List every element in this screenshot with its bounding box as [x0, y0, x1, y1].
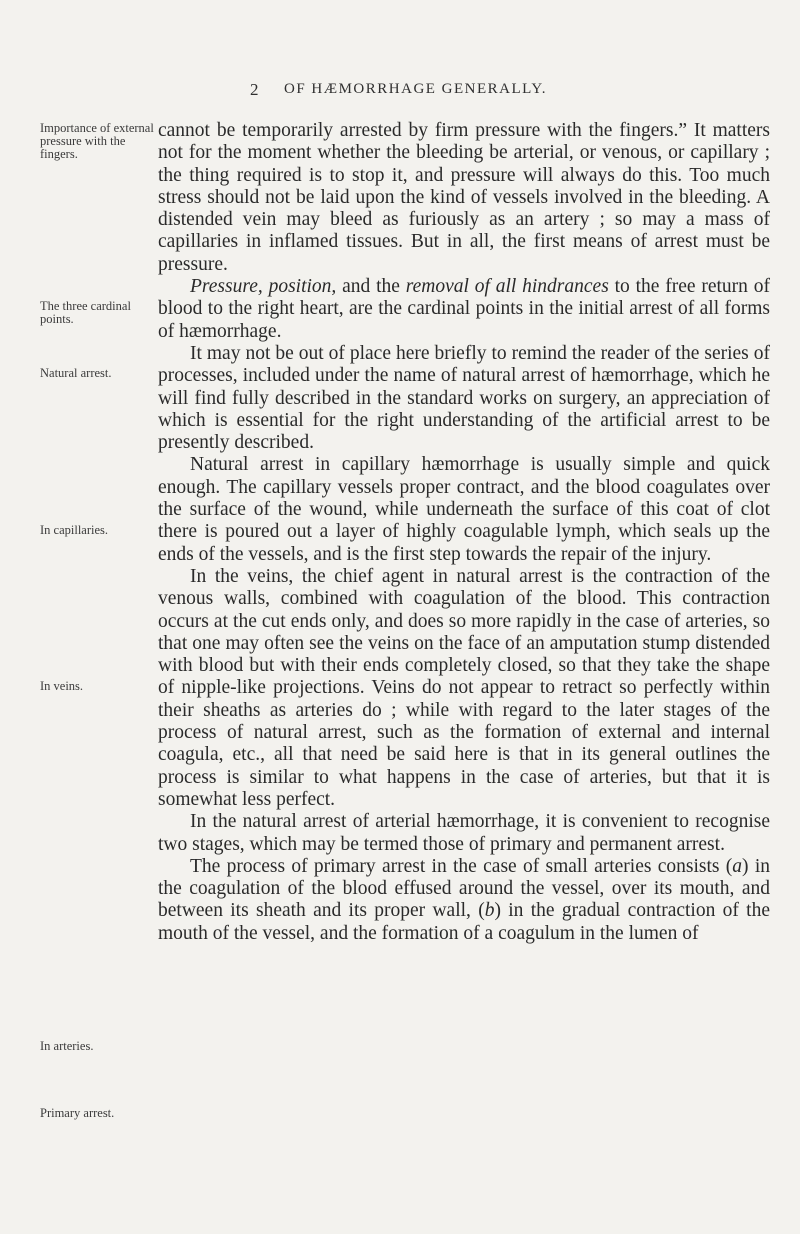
text-run: The process of primary arrest in the case of small arteries consists ( — [190, 855, 733, 877]
text-run: to the free return of blood to the right heart, are the cardinal points in the initial arrest of all forms of hæmorrhage. — [158, 276, 770, 342]
text-run: ) in the gradual contraction of the mouth of the vessel, and the formation of a coagulum in the lumen of — [158, 900, 770, 944]
margin-note-veins: In veins. — [40, 679, 84, 693]
paragraph-capillaries: Natural arrest in capillary hæmorrhage is usually simple and quick enough. The capillary vessels proper contract, and the blood coagulates over the surface of the wound, while underneath the surface of this coat of clot there is poured out a layer of highly coagulable lymph, which seals up the ends of the vessels, and is the first step towards the repair of the injury. — [158, 454, 770, 565]
emphasis-removal-hindrances: removal of all hindrances — [405, 276, 609, 298]
text-run: ) in the coagulation of the blood effused around the vessel, over its mouth, and between its sheath and its proper wall, ( — [158, 855, 771, 922]
margin-note-natural-arrest: Natural arrest. — [40, 366, 112, 380]
margin-note-capillaries: In capillaries. — [40, 523, 109, 537]
margin-note-arteries: In arteries. — [40, 1039, 94, 1053]
emphasis-pressure-position: Pressure, position, — [190, 276, 337, 298]
margin-note-cardinal-points: The three cardinal points. — [40, 299, 131, 326]
paragraph-cardinal-points — [158, 276, 770, 343]
page-number: 2 — [250, 80, 259, 99]
paragraph-primary-arrest — [158, 856, 770, 945]
emphasis-letter-b: b — [484, 900, 495, 922]
paragraph-natural-arrest: It may not be out of place here briefly to remind the reader of the series of processes, included under the name of natural arrest of hæmorrhage, which he will find fully described in the standard works on surgery, an appreciation of which is essential for the right understanding of the artificial arrest to be presently described. — [158, 342, 770, 454]
emphasis-letter-a: a — [732, 855, 743, 877]
margin-notes — [0, 0, 154, 1234]
paragraph-arteries: In the natural arrest of arterial hæmorrhage, it is convenient to recognise two stages, which may be termed those of primary and permanent arrest. — [158, 811, 770, 855]
running-title: OF HÆMORRHAGE GENERALLY. — [284, 81, 547, 97]
paragraph-veins: In the veins, the chief agent in natural arrest is the contraction of the venous walls, combined with coagulation of the blood. This contraction occurs at the cut ends only, and does so more rapidly in the case of arteries, so that one may often see the veins on the face of an amputation stump distended with blood but with their ends completely closed, so that they take the shape of nipple-like projections. Veins do not appear to retract so perfectly within their sheaths as arteries do ; while with regard to the later stages of the process of natural arrest, such as the formation of external and internal coagula, etc., all that need be said here is that in its general outlines the process is similar to what happens in the case of arteries, but that it is somewhat less perfect. — [158, 565, 770, 810]
text-run: and the — [336, 276, 406, 298]
paragraph-pressure-intro: cannot be temporarily arrested by firm pressure with the fingers.” It matters not for the moment whether the bleeding be arterial, or venous, or capillary ; the thing required is to stop it, and pressure will always do this. Too much stress should not be laid upon the kind of vessels involved in the bleeding. A distended vein may bleed as furiously as an artery ; so may a mass of capillaries in inflamed tissues. But in all, the first means of arrest must be pressure. — [158, 120, 770, 275]
margin-note-importance: Importance of external pressure with the fingers. — [40, 121, 154, 161]
margin-note-primary-arrest: Primary arrest. — [40, 1106, 115, 1120]
body-text — [158, 120, 770, 945]
